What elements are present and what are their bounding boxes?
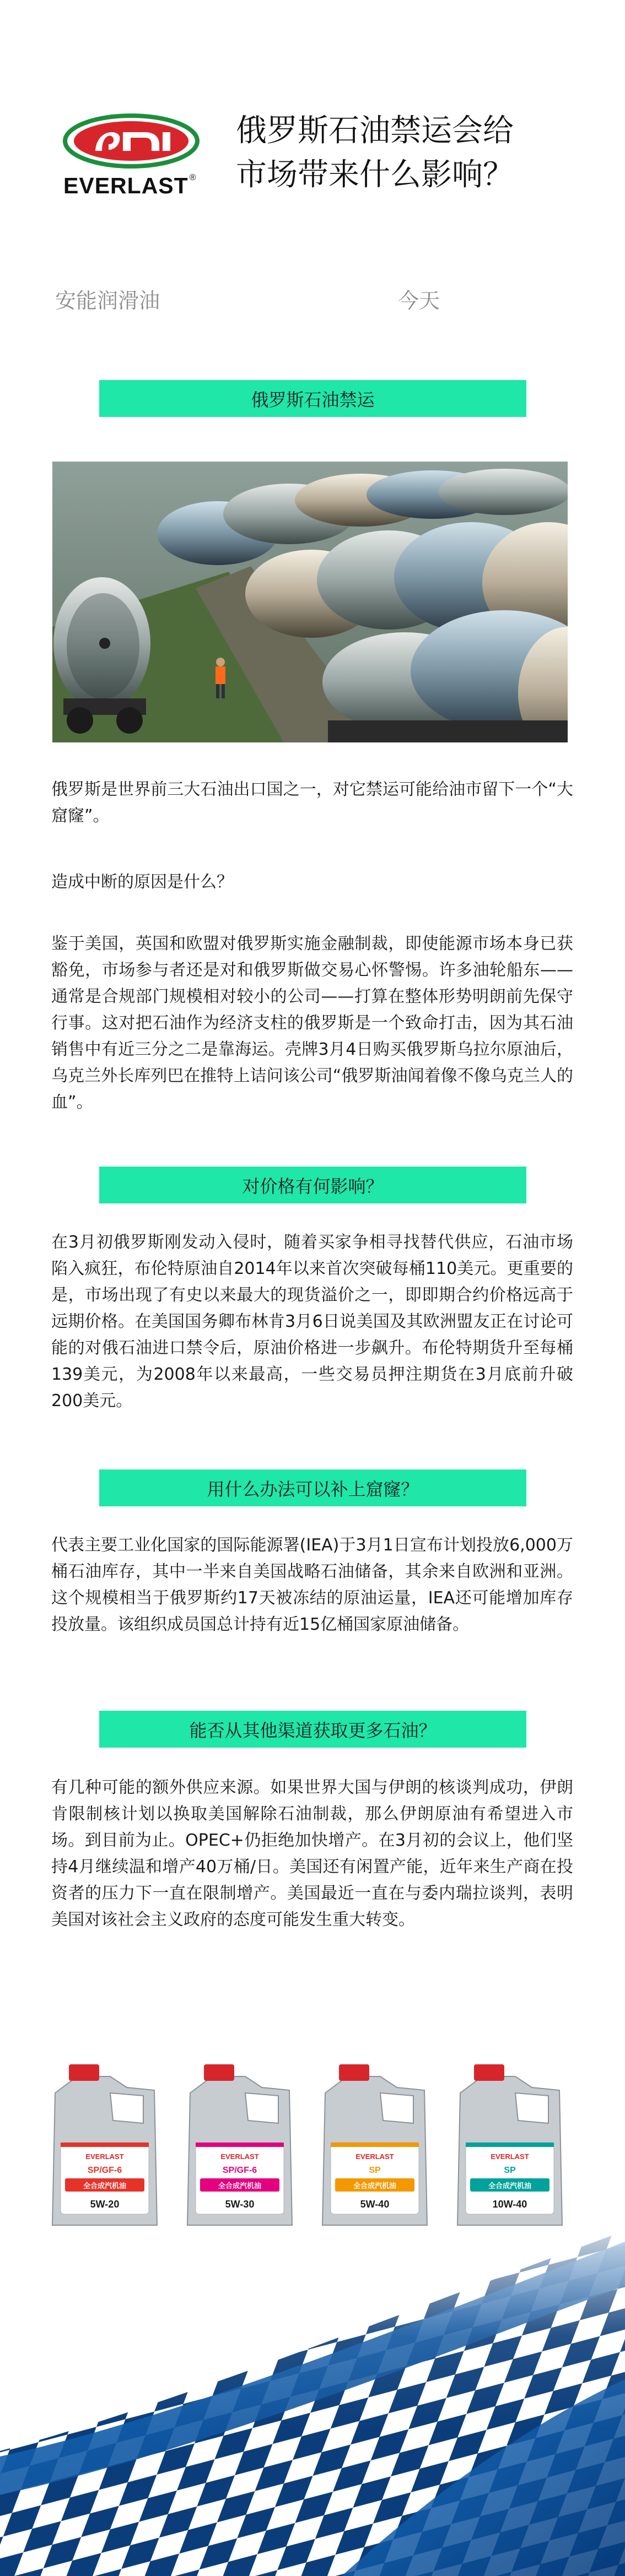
product-viscosity: 10W-40 bbox=[492, 2199, 527, 2210]
product-brand: EVERLAST bbox=[85, 2152, 124, 2161]
paragraph-intro: 俄罗斯是世界前三大石油出口国之一，对它禁运可能给油市留下一个“大窟窿”。 bbox=[51, 780, 573, 826]
product-viscosity: 5W-30 bbox=[225, 2199, 255, 2210]
paragraph-fill-gap: 代表主要工业化国家的国际能源署(IEA)于3月1日宣布计划投放6,000万桶石油库存，其中一半来自美国战略石油储备，其余来自欧洲和亚洲。这个规模相当于俄罗斯约17天被冻结的原油运量，IEA还可能增加库存投放量。该组织成员国总计持有近15亿桶国家原油储备。 bbox=[51, 1536, 573, 1634]
decorative-wave-background bbox=[0, 2198, 625, 2576]
section-heading-fill-gap: 用什么办法可以补上窟窿？ bbox=[99, 1469, 526, 1506]
product-jug bbox=[457, 2064, 562, 2225]
product-viscosity: 5W-20 bbox=[90, 2199, 120, 2210]
product-viscosity: 5W-40 bbox=[360, 2199, 390, 2210]
cap-icon bbox=[69, 2064, 99, 2081]
section-heading-embargo: 俄罗斯石油禁运 bbox=[99, 380, 526, 417]
section-heading-price: 对价格有何影响？ bbox=[99, 1167, 526, 1203]
oil-tank-train-photo bbox=[52, 462, 568, 742]
product-grade: SP/GF-6 bbox=[87, 2166, 122, 2175]
article-author[interactable]: 安能润滑油 bbox=[55, 289, 160, 313]
title-line-2: 市场带来什么影响？ bbox=[236, 157, 514, 193]
section-heading-other-sources: 能否从其他渠道获取更多石油？ bbox=[99, 1711, 526, 1748]
product-lineup bbox=[33, 2060, 595, 2242]
product-brand: EVERLAST bbox=[220, 2152, 259, 2161]
product-jug bbox=[187, 2064, 292, 2225]
brand-logo bbox=[52, 108, 212, 207]
product-grade: SP bbox=[369, 2166, 381, 2175]
product-name: 全合成汽机油 bbox=[353, 2182, 397, 2190]
product-name: 全合成汽机油 bbox=[218, 2182, 262, 2190]
paragraph-other-sources: 有几种可能的额外供应来源。如果世界大国与伊朗的核谈判成功，伊朗肯限制核计划以换取美国解除石油制裁，那么伊朗原油有希望进入市场。到目前为止。OPEC+仍拒绝加快增产。在3月初的会议上，他们坚持4月继续温和增产40万桶/日。美国还有闲置产能，近年来生产商在投资者的压力下一直在限制增产。美国最近一直在与委内瑞拉谈判，表明美国对该社会主义政府的态度可能发生重大转变。 bbox=[51, 1778, 573, 1929]
logo-wordmark: EVERLAST ® bbox=[63, 173, 197, 198]
product-jug bbox=[52, 2064, 157, 2225]
cap-icon bbox=[204, 2064, 234, 2081]
article-date: 今天 bbox=[398, 289, 440, 313]
product-grade: SP bbox=[504, 2166, 516, 2175]
logo-emblem bbox=[62, 113, 200, 169]
paragraph-cause: 鉴于美国，英国和欧盟对俄罗斯实施金融制裁，即使能源市场本身已获豁免，市场参与者还是对和俄罗斯做交易心怀警惕。许多油轮船东——通常是合规部门规模相对较小的公司——打算在整体形势明朗前先保守行事。这对把石油作为经济支柱的俄罗斯是一个致命打击，因为其石油销售中有近三分之二是靠海运。壳牌3月4日购买俄罗斯乌拉尔原油后，乌克兰外长库列巴在推特上诘问该公司“俄罗斯油闻着像不像乌克兰人的血”。 bbox=[51, 934, 573, 1112]
product-name: 全合成汽机油 bbox=[488, 2182, 532, 2190]
cap-icon bbox=[474, 2064, 504, 2081]
product-grade: SP/GF-6 bbox=[222, 2166, 257, 2175]
paragraph-question: 造成中断的原因是什么？ bbox=[51, 872, 233, 892]
product-brand: EVERLAST bbox=[491, 2152, 529, 2161]
cap-icon bbox=[339, 2064, 369, 2081]
product-name: 全合成汽机油 bbox=[83, 2182, 127, 2190]
article-title bbox=[236, 109, 589, 197]
title-line-1: 俄罗斯石油禁运会给 bbox=[236, 113, 514, 149]
product-brand: EVERLAST bbox=[355, 2152, 394, 2161]
paragraph-price: 在3月初俄罗斯刚发动入侵时，随着买家争相寻找替代供应，石油市场陷入疯狂，布伦特原油自2014年以来首次突破每桶110美元。更重要的是，市场出现了有史以来最大的现货溢价之一，即即期合约价格远高于远期价格。在美国国务卿布林肯3月6日说美国及其欧洲盟友正在讨论可能的对俄石油进口禁令后，原油价格进一步飙升。布伦特期货升至每桶139美元，为2008年以来最高，一些交易员押注期货在3月底前升破200美元。 bbox=[51, 1233, 573, 1411]
product-jug bbox=[322, 2064, 427, 2225]
